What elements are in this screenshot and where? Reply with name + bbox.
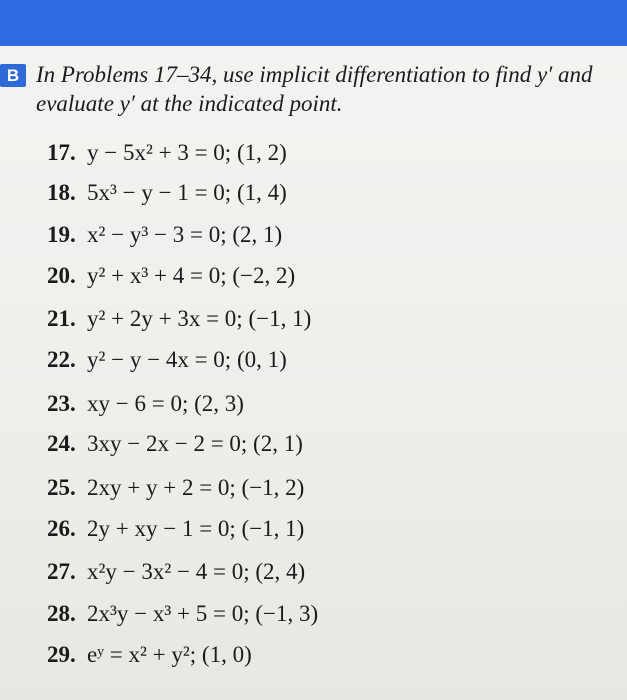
section-badge: B [0, 64, 26, 87]
problem-item [47, 302, 311, 336]
problem-number: 19. [47, 222, 76, 247]
problem-equation: x²y − 3x² − 4 = 0; (2, 4) [87, 559, 306, 584]
problem-number: 17. [47, 140, 76, 165]
problem-equation: 2xy + y + 2 = 0; (−1, 2) [87, 475, 305, 500]
problem-item [47, 427, 303, 461]
problem-equation: y² − y − 4x = 0; (0, 1) [87, 347, 287, 372]
problem-item [47, 343, 287, 377]
problem-equation: xy − 6 = 0; (2, 3) [87, 391, 244, 416]
problem-number: 24. [47, 431, 76, 456]
problem-item [47, 218, 282, 252]
problem-equation: x² − y³ − 3 = 0; (2, 1) [87, 222, 283, 247]
problem-item [47, 512, 304, 546]
problem-item [47, 259, 295, 293]
problem-equation: 3xy − 2x − 2 = 0; (2, 1) [87, 431, 303, 456]
problem-equation: y − 5x² + 3 = 0; (1, 2) [87, 140, 287, 165]
problem-item [47, 555, 305, 589]
problem-instructions: In Problems 17–34, use implicit differentiation to find y′ and evaluate y′ at the indicated point. [36, 62, 593, 116]
problem-number: 23. [47, 391, 76, 416]
problem-equation: eʸ = x² + y²; (1, 0) [87, 642, 252, 667]
problem-item [47, 176, 287, 210]
top-blue-bar [0, 0, 627, 46]
problem-item [47, 471, 304, 505]
problem-number: 29. [47, 642, 76, 667]
problem-equation: y² + x³ + 4 = 0; (−2, 2) [87, 263, 296, 288]
problem-number: 20. [47, 263, 76, 288]
problem-number: 25. [47, 475, 76, 500]
problem-equation: 5x³ − y − 1 = 0; (1, 4) [87, 180, 287, 205]
problem-item [47, 638, 252, 672]
problem-number: 22. [47, 347, 76, 372]
problem-number: 27. [47, 559, 76, 584]
problem-equation: 2x³y − x³ + 5 = 0; (−1, 3) [87, 601, 319, 626]
problem-equation: 2y + xy − 1 = 0; (−1, 1) [87, 516, 305, 541]
problem-item [47, 136, 287, 170]
problem-item [47, 387, 244, 421]
problem-number: 26. [47, 516, 76, 541]
problem-equation: y² + 2y + 3x = 0; (−1, 1) [87, 306, 312, 331]
problem-number: 18. [47, 180, 76, 205]
problem-item [47, 597, 318, 631]
problem-number: 21. [47, 306, 76, 331]
problem-number: 28. [47, 601, 76, 626]
